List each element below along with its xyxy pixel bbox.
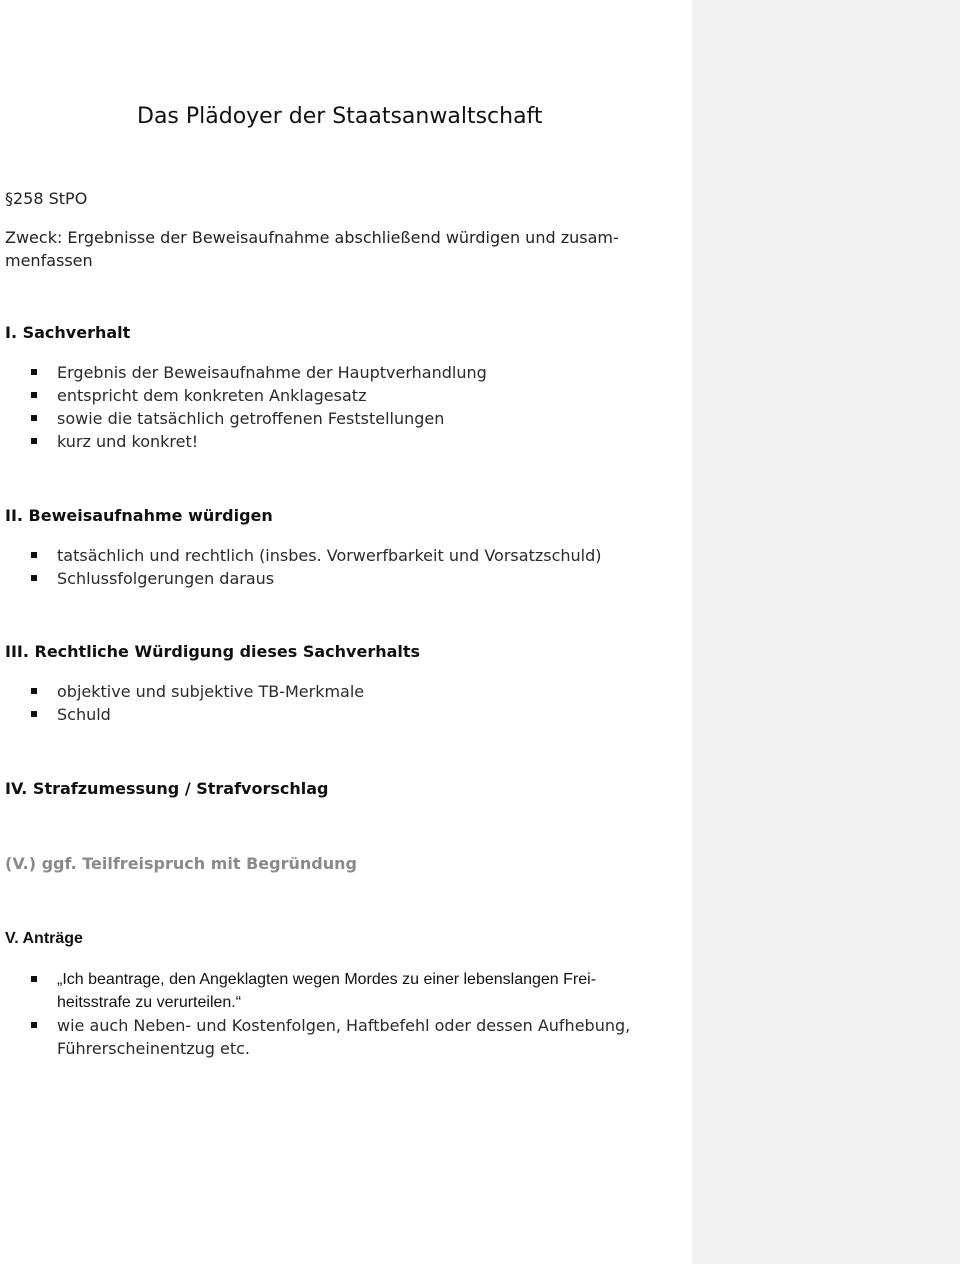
list-item: objektive und subjektive TB-Merkmale [0, 680, 364, 703]
list-item: Schlussfolgerungen daraus [0, 567, 602, 590]
bullet-square-icon [31, 1022, 37, 1028]
list-item: Schuld [0, 703, 364, 726]
bullet-square-icon [31, 976, 37, 982]
bullet-square-icon [31, 552, 37, 558]
section-heading-antraege: V. Anträge [5, 930, 83, 947]
list-item: Ergebnis der Beweisaufnahme der Hauptverhandlung [0, 361, 487, 384]
purpose-paragraph: Zweck: Ergebnisse der Beweisaufnahme abschließend würdigen und zusam-menfassen [5, 228, 619, 270]
bullet-square-icon [31, 438, 37, 444]
list-item: sowie die tatsächlich getroffenen Feststellungen [0, 407, 487, 430]
bullet-square-icon [31, 711, 37, 717]
comment-margin-panel [692, 0, 960, 1264]
list-item: wie auch Neben- und Kostenfolgen, Haftbefehl oder dessen Aufhebung, Führerscheinentzug etc. [0, 1014, 667, 1060]
section-list-antraege [0, 968, 667, 1060]
list-item: kurz und konkret! [0, 430, 487, 453]
section-heading-beweisaufnahme: II. Beweisaufnahme würdigen [5, 506, 273, 525]
section-heading-teilfreispruch: (V.) ggf. Teilfreispruch mit Begründung [5, 854, 357, 873]
bullet-square-icon [31, 575, 37, 581]
bullet-square-icon [31, 369, 37, 375]
list-item: tatsächlich und rechtlich (insbes. Vorwerfbarkeit und Vorsatzschuld) [0, 544, 602, 567]
bullet-square-icon [31, 415, 37, 421]
section-heading-strafzumessung: IV. Strafzumessung / Strafvorschlag [5, 779, 329, 798]
document-title: Das Plädoyer der Staatsanwaltschaft [137, 104, 543, 129]
section-list-sachverhalt [0, 361, 487, 453]
list-item: entspricht dem konkreten Anklagesatz [0, 384, 487, 407]
section-heading-rechtliche-wuerdigung: III. Rechtliche Würdigung dieses Sachverhalts [5, 642, 421, 661]
section-list-beweisaufnahme [0, 544, 602, 590]
section-heading-sachverhalt: I. Sachverhalt [5, 323, 131, 342]
bullet-square-icon [31, 392, 37, 398]
list-item: „Ich beantrage, den Angeklagten wegen Mordes zu einer lebenslangen Frei-heitsstrafe zu verurteilen.“ [0, 968, 667, 1014]
section-list-rechtliche-wuerdigung [0, 680, 364, 726]
bullet-square-icon [31, 688, 37, 694]
law-reference: §258 StPO [5, 189, 88, 208]
